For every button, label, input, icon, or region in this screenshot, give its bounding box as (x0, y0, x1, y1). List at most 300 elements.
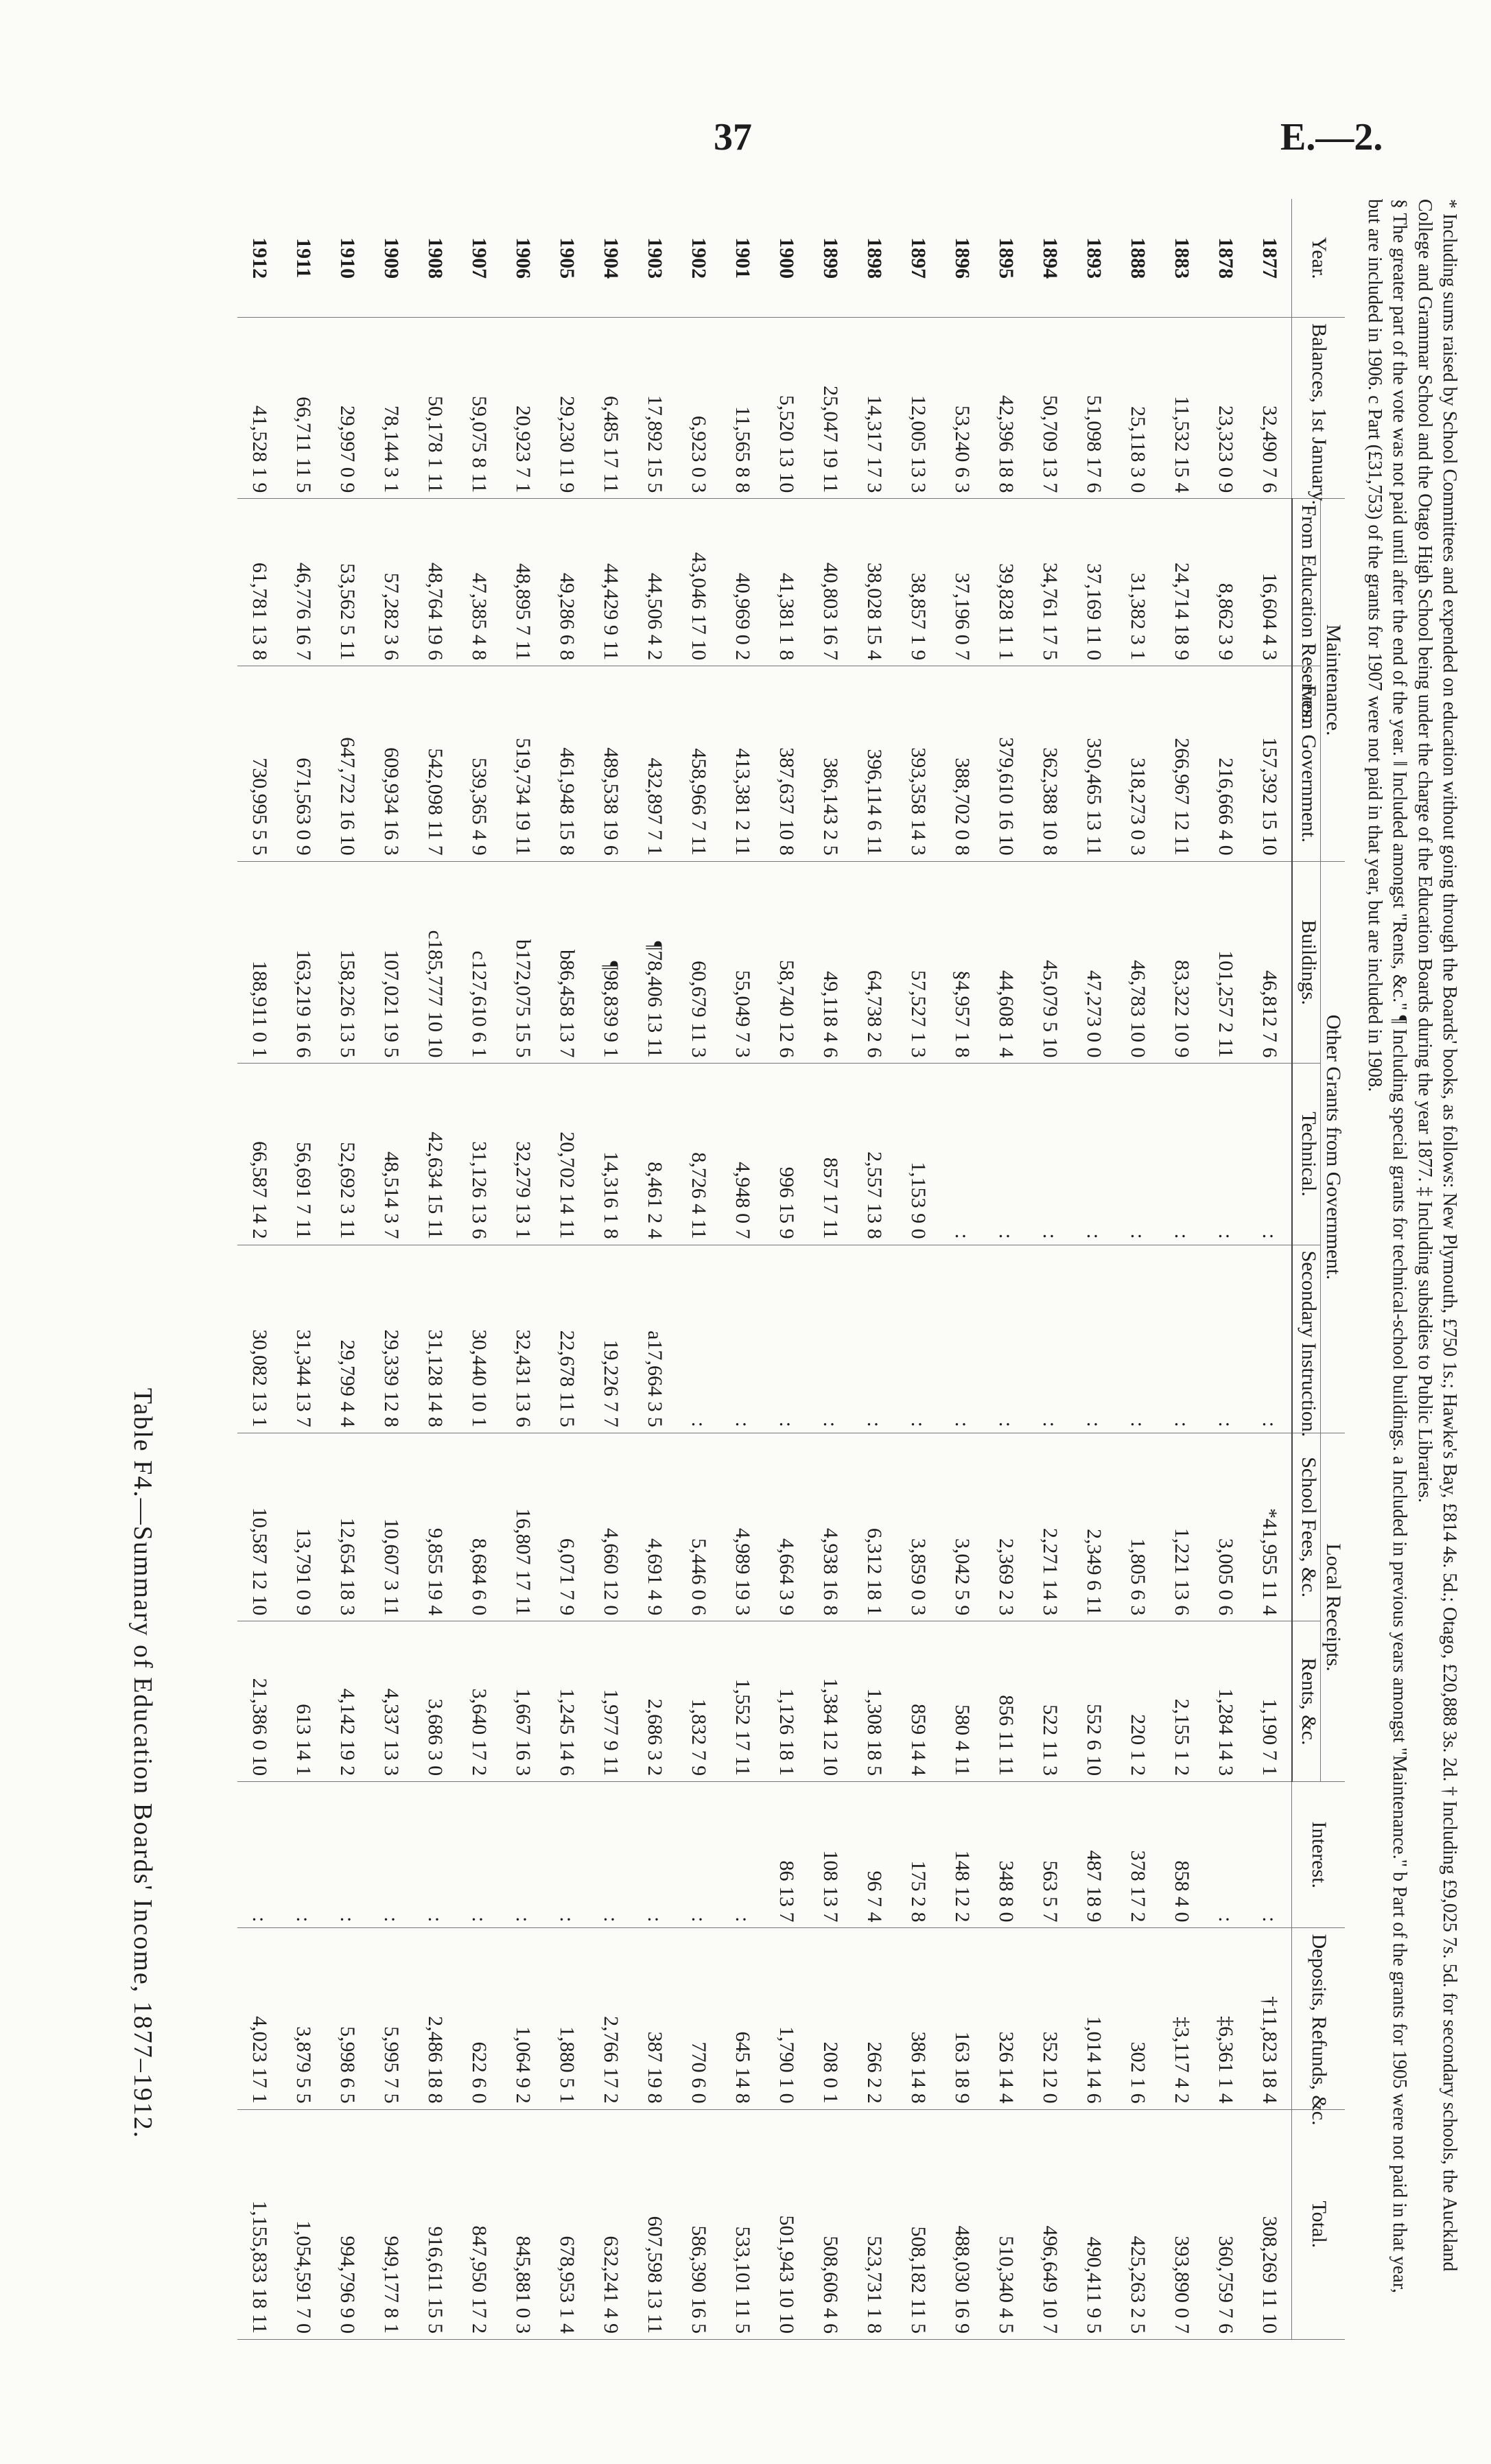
table-cell: b86,458 13 7 (545, 861, 589, 1064)
table-cell: 29,339 12 8 (369, 1245, 413, 1433)
table-cell: 61,781 13 8 (237, 499, 281, 666)
table-cell: 501,943 10 10 (764, 2109, 808, 2339)
income-table (237, 199, 1345, 2340)
table-cell: : (1160, 1245, 1204, 1433)
table-cell: 60,679 11 3 (677, 861, 720, 1064)
table-row (369, 199, 413, 2340)
table-cell: 387 19 8 (633, 1928, 677, 2109)
table-cell: : (457, 1782, 501, 1928)
table-cell: 510,340 4 5 (984, 2109, 1028, 2339)
table-cell: 25,118 3 0 (1116, 318, 1160, 499)
table-cell: 496,649 10 7 (1028, 2109, 1072, 2339)
table-cell: 32,490 7 6 (1247, 318, 1292, 499)
table-cell: 188,911 0 1 (237, 861, 281, 1064)
table-cell: §4,957 1 8 (940, 861, 984, 1064)
header-secondary: Secondary Instruction. (1292, 1245, 1321, 1433)
table-cell: 542,098 11 7 (413, 666, 457, 862)
table-cell: 4,142 19 2 (325, 1621, 369, 1782)
table-cell: 609,934 16 3 (369, 666, 413, 862)
table-cell: 43,046 17 10 (677, 499, 720, 666)
table-cell: 4,023 17 1 (237, 1928, 281, 2109)
group-maintenance: Maintenance. (1321, 499, 1345, 861)
header-school-fees: School Fees, &c. (1292, 1433, 1321, 1621)
table-cell: 586,390 16 5 (677, 2109, 720, 2339)
table-cell: : (1247, 1064, 1292, 1245)
table-cell: : (852, 1245, 896, 1433)
year-cell: 1898 (852, 199, 896, 318)
table-cell: c185,777 10 10 (413, 861, 457, 1064)
year-cell: 1901 (720, 199, 764, 318)
table-cell: 48,514 3 7 (369, 1064, 413, 1245)
table-cell: 4,938 16 8 (808, 1433, 852, 1621)
table-cell: 23,323 0 9 (1204, 318, 1247, 499)
table-cell: 59,075 8 11 (457, 318, 501, 499)
table-cell: 51,098 17 6 (1072, 318, 1116, 499)
table-row (281, 199, 325, 2340)
header-total: Total. (1292, 2109, 1345, 2339)
table-cell: 645 14 8 (720, 1928, 764, 2109)
table-cell: 16,604 4 3 (1247, 499, 1292, 666)
table-row (1247, 199, 1292, 2340)
table-cell: 32,279 13 1 (501, 1064, 545, 1245)
table-cell: *41,955 11 4 (1247, 1433, 1292, 1621)
year-cell: 1899 (808, 199, 852, 318)
table-cell: 48,764 19 6 (413, 499, 457, 666)
table-cell: 32,431 13 6 (501, 1245, 545, 1433)
table-cell: 40,969 0 2 (720, 499, 764, 666)
table-cell: 6,312 18 1 (852, 1433, 896, 1621)
table-cell: 220 1 2 (1116, 1621, 1160, 1782)
table-cell: 533,101 11 5 (720, 2109, 764, 2339)
table-cell: 856 11 11 (984, 1621, 1028, 1782)
table-cell: 48,895 7 11 (501, 499, 545, 666)
table-cell: 41,381 1 8 (764, 499, 808, 666)
rotated-table-page (48, 199, 1461, 2340)
table-cell: 16,807 17 11 (501, 1433, 545, 1621)
table-cell: 31,382 3 1 (1116, 499, 1160, 666)
table-cell: : (984, 1245, 1028, 1433)
table-cell: 360,759 7 6 (1204, 2109, 1247, 2339)
table-cell: : (720, 1245, 764, 1433)
year-cell: 1888 (1116, 199, 1160, 318)
table-cell: 386 14 8 (896, 1928, 940, 2109)
table-cell: 522 11 3 (1028, 1621, 1072, 1782)
table-cell: 5,446 0 6 (677, 1433, 720, 1621)
table-cell: : (1204, 1782, 1247, 1928)
table-cell: : (677, 1245, 720, 1433)
table-cell: 46,783 10 0 (1116, 861, 1160, 1064)
year-cell: 1910 (325, 199, 369, 318)
table-row (677, 199, 720, 2340)
table-cell: 10,587 12 10 (237, 1433, 281, 1621)
table-cell: : (1247, 1782, 1292, 1928)
header-interest: Interest. (1292, 1782, 1345, 1928)
year-cell: 1908 (413, 199, 457, 318)
table-cell: 2,486 18 8 (413, 1928, 457, 2109)
table-cell: : (1247, 1245, 1292, 1433)
table-cell: 4,337 13 3 (369, 1621, 413, 1782)
table-cell: 857 17 11 (808, 1064, 852, 1245)
table-row (940, 199, 984, 2340)
table-cell: 66,711 11 5 (281, 318, 325, 499)
table-cell: 770 6 0 (677, 1928, 720, 2109)
table-cell: 348 8 0 (984, 1782, 1028, 1928)
table-cell: 362,388 10 8 (1028, 666, 1072, 862)
table-row (633, 199, 677, 2340)
table-cell: 1,384 12 10 (808, 1621, 852, 1782)
table-row (457, 199, 501, 2340)
year-cell: 1905 (545, 199, 589, 318)
table-cell: 9,855 19 4 (413, 1433, 457, 1621)
table-cell: 386,143 2 5 (808, 666, 852, 862)
table-cell: 1,880 5 1 (545, 1928, 589, 2109)
table-cell: 8,726 4 11 (677, 1064, 720, 1245)
year-cell: 1907 (457, 199, 501, 318)
table-cell: 14,317 17 3 (852, 318, 896, 499)
table-cell: 3,879 5 5 (281, 1928, 325, 2109)
table-cell: 46,776 16 7 (281, 499, 325, 666)
table-cell: 175 2 8 (896, 1782, 940, 1928)
table-cell: : (1116, 1064, 1160, 1245)
table-cell: 3,042 5 9 (940, 1433, 984, 1621)
year-cell: 1895 (984, 199, 1028, 318)
table-cell: 563 5 7 (1028, 1782, 1072, 1928)
table-cell: : (1072, 1245, 1116, 1433)
table-cell: 56,691 7 11 (281, 1064, 325, 1245)
table-cell: 622 6 0 (457, 1928, 501, 2109)
table-cell: 490,411 9 5 (1072, 2109, 1116, 2339)
table-cell: : (589, 1782, 633, 1928)
table-cell: 1,064 9 2 (501, 1928, 545, 2109)
table-cell: 44,506 4 2 (633, 499, 677, 666)
table-cell: 20,923 7 1 (501, 318, 545, 499)
table-cell: 2,369 2 3 (984, 1433, 1028, 1621)
table-cell: 31,126 13 6 (457, 1064, 501, 1245)
table-cell: 50,709 13 7 (1028, 318, 1072, 499)
table-body (237, 199, 1292, 2340)
year-cell: 1894 (1028, 199, 1072, 318)
year-cell: 1904 (589, 199, 633, 318)
table-cell: 45,079 5 10 (1028, 861, 1072, 1064)
table-row (720, 199, 764, 2340)
table-cell: 31,344 13 7 (281, 1245, 325, 1433)
table-cell: 4,989 19 3 (720, 1433, 764, 1621)
table-cell: 57,527 1 3 (896, 861, 940, 1064)
year-cell: 1911 (281, 199, 325, 318)
group-other-grants: Other Grants from Government. (1321, 861, 1345, 1433)
table-cell: 22,678 11 5 (545, 1245, 589, 1433)
table-cell: 432,897 7 1 (633, 666, 677, 862)
page-code: E.—2. (1280, 116, 1383, 159)
table-row (984, 199, 1028, 2340)
table-cell: : (1204, 1245, 1247, 1433)
table-cell: †11,823 18 4 (1247, 1928, 1292, 2109)
table-cell: 37,196 0 7 (940, 499, 984, 666)
table-cell: 86 13 7 (764, 1782, 808, 1928)
table-cell: 5,995 7 5 (369, 1928, 413, 2109)
year-cell: 1906 (501, 199, 545, 318)
table-cell: 5,998 6 5 (325, 1928, 369, 2109)
table-cell: 163 18 9 (940, 1928, 984, 2109)
table-cell: 1,977 9 11 (589, 1621, 633, 1782)
table-cell: 34,761 17 5 (1028, 499, 1072, 666)
table-cell: 37,169 11 0 (1072, 499, 1116, 666)
table-cell: 302 1 6 (1116, 1928, 1160, 2109)
table-cell: 58,740 12 6 (764, 861, 808, 1064)
table-cell: 3,640 17 2 (457, 1621, 501, 1782)
table-cell: 158,226 13 5 (325, 861, 369, 1064)
table-cell: : (1072, 1064, 1116, 1245)
table-cell: : (677, 1782, 720, 1928)
header-rents: Rents, &c. (1292, 1621, 1321, 1782)
table-row (1204, 199, 1247, 2340)
table-cell: 539,365 4 9 (457, 666, 501, 862)
year-cell: 1896 (940, 199, 984, 318)
table-cell: 678,953 1 4 (545, 2109, 589, 2339)
table-cell: 47,273 0 0 (1072, 861, 1116, 1064)
table-cell: 20,702 14 11 (545, 1064, 589, 1245)
table-cell: 1,054,591 7 0 (281, 2109, 325, 2339)
table-row (1160, 199, 1204, 2340)
table-cell: 458,966 7 11 (677, 666, 720, 862)
table-cell: 83,322 10 9 (1160, 861, 1204, 1064)
table-cell: : (1204, 1064, 1247, 1245)
header-deposits: Deposits, Refunds, &c. (1292, 1928, 1345, 2109)
table-cell: 326 14 4 (984, 1928, 1028, 2109)
table-row (764, 199, 808, 2340)
table-cell: : (1028, 1064, 1072, 1245)
year-cell: 1912 (237, 199, 281, 318)
table-cell: ¶78,406 13 11 (633, 861, 677, 1064)
table-cell: 49,286 6 8 (545, 499, 589, 666)
table-row (1116, 199, 1160, 2340)
table-cell: c127,610 6 1 (457, 861, 501, 1064)
table-cell: 387,637 10 8 (764, 666, 808, 862)
table-cell: 379,610 16 10 (984, 666, 1028, 862)
table-cell: 46,812 7 6 (1247, 861, 1292, 1064)
table-cell: 378 17 2 (1116, 1782, 1160, 1928)
table-cell: 6,071 7 9 (545, 1433, 589, 1621)
table-cell: 647,722 16 10 (325, 666, 369, 862)
table-cell: 5,520 13 10 (764, 318, 808, 499)
footnotes (1352, 199, 1461, 2312)
table-cell: 2,766 17 2 (589, 1928, 633, 2109)
table-cell: 14,316 1 8 (589, 1064, 633, 1245)
table-cell: : (1028, 1245, 1072, 1433)
table-cell: 47,385 4 8 (457, 499, 501, 666)
table-cell: 13,791 0 9 (281, 1433, 325, 1621)
table-cell: 425,263 2 5 (1116, 2109, 1160, 2339)
table-cell: 308,269 11 10 (1247, 2109, 1292, 2339)
table-cell: ‡3,117 4 2 (1160, 1928, 1204, 2109)
table-cell: 393,358 14 3 (896, 666, 940, 862)
table-cell: 29,230 11 9 (545, 318, 589, 499)
table-cell: 148 12 2 (940, 1782, 984, 1928)
table-cell: 1,221 13 6 (1160, 1433, 1204, 1621)
table-cell: 488,030 16 9 (940, 2109, 984, 2339)
table-row (852, 199, 896, 2340)
table-cell: 508,182 11 5 (896, 2109, 940, 2339)
year-cell: 1909 (369, 199, 413, 318)
table-row (1028, 199, 1072, 2340)
table-cell: 42,396 18 8 (984, 318, 1028, 499)
table-cell: 50,178 1 11 (413, 318, 457, 499)
header-from-government: From Government. (1292, 666, 1321, 862)
table-cell: 12,005 13 3 (896, 318, 940, 499)
header-buildings: Buildings. (1292, 861, 1321, 1064)
table-cell: 10,607 3 11 (369, 1433, 413, 1621)
table-cell: 396,114 6 11 (852, 666, 896, 862)
table-cell: 388,702 0 8 (940, 666, 984, 862)
table-cell: 41,528 1 9 (237, 318, 281, 499)
table-cell: 2,271 14 3 (1028, 1433, 1072, 1621)
table-cell: 4,660 12 0 (589, 1433, 633, 1621)
table-cell: 1,190 7 1 (1247, 1621, 1292, 1782)
header-balances: Balances, 1st January. (1292, 318, 1345, 499)
table-cell: 55,049 7 3 (720, 861, 764, 1064)
table-cell: 49,118 4 6 (808, 861, 852, 1064)
table-cell: 1,284 14 3 (1204, 1621, 1247, 1782)
table-cell: 1,552 17 11 (720, 1621, 764, 1782)
table-cell: : (501, 1782, 545, 1928)
table-cell: 845,881 0 3 (501, 2109, 545, 2339)
table-cell: 39,828 11 1 (984, 499, 1028, 666)
table-cell: : (369, 1782, 413, 1928)
table-cell: 1,014 14 6 (1072, 1928, 1116, 2109)
table-cell: 30,440 10 1 (457, 1245, 501, 1433)
table-cell: 2,155 1 2 (1160, 1621, 1204, 1782)
table-cell: 8,684 6 0 (457, 1433, 501, 1621)
year-cell: 1903 (633, 199, 677, 318)
table-cell: : (325, 1782, 369, 1928)
table-cell: 318,273 0 3 (1116, 666, 1160, 862)
table-cell: 3,005 0 6 (1204, 1433, 1247, 1621)
year-cell: 1878 (1204, 199, 1247, 318)
table-cell: 11,532 15 4 (1160, 318, 1204, 499)
table-cell: 38,028 15 4 (852, 499, 896, 666)
table-cell: 29,799 4 4 (325, 1245, 369, 1433)
table-cell: 107,021 19 5 (369, 861, 413, 1064)
table-cell: 730,995 5 5 (237, 666, 281, 862)
table-cell: 21,386 0 10 (237, 1621, 281, 1782)
table-cell: 78,144 3 1 (369, 318, 413, 499)
table-cell: 632,241 4 9 (589, 2109, 633, 2339)
table-cell: : (940, 1064, 984, 1245)
table-cell: 40,803 16 7 (808, 499, 852, 666)
table-cell: 38,857 1 9 (896, 499, 940, 666)
table-cell: : (940, 1245, 984, 1433)
year-cell: 1902 (677, 199, 720, 318)
table-cell: 3,686 3 0 (413, 1621, 457, 1782)
table-cell: 44,608 1 4 (984, 861, 1028, 1064)
table-cell: 858 4 0 (1160, 1782, 1204, 1928)
table-cell: 53,562 5 11 (325, 499, 369, 666)
table-cell: 208 0 1 (808, 1928, 852, 2109)
table-row (237, 199, 281, 2340)
year-cell: 1900 (764, 199, 808, 318)
table-cell: 4,948 0 7 (720, 1064, 764, 1245)
table-cell: 350,465 13 11 (1072, 666, 1116, 862)
table-cell: 216,666 4 0 (1204, 666, 1247, 862)
table-wrap (178, 199, 1345, 2340)
year-cell: 1897 (896, 199, 940, 318)
table-title: Table F4.—Summary of Education Boards' Income, 1877–1912. (128, 1387, 157, 2139)
page-number: 37 (714, 116, 752, 159)
table-cell: 44,429 9 11 (589, 499, 633, 666)
table-cell: 4,691 4 9 (633, 1433, 677, 1621)
table-row (501, 199, 545, 2340)
table-cell: 1,155,833 18 11 (237, 2109, 281, 2339)
table-cell: ‡6,361 1 4 (1204, 1928, 1247, 2109)
table-cell: 266,967 12 11 (1160, 666, 1204, 862)
group-local-receipts: Local Receipts. (1321, 1433, 1345, 1782)
table-cell: : (764, 1245, 808, 1433)
table-cell: 671,563 0 9 (281, 666, 325, 862)
table-cell: 30,082 13 1 (237, 1245, 281, 1433)
table-cell: 108 13 7 (808, 1782, 852, 1928)
year-cell: 1883 (1160, 199, 1204, 318)
table-row (589, 199, 633, 2340)
table-cell: 1,308 18 5 (852, 1621, 896, 1782)
table-cell: 508,606 4 6 (808, 2109, 852, 2339)
table-cell: 24,714 18 9 (1160, 499, 1204, 666)
table-cell: 57,282 3 6 (369, 499, 413, 666)
table-cell: : (808, 1245, 852, 1433)
table-cell: 413,381 2 11 (720, 666, 764, 862)
year-cell: 1893 (1072, 199, 1116, 318)
table-cell: 1,790 1 0 (764, 1928, 808, 2109)
table-cell: ¶98,839 9 1 (589, 861, 633, 1064)
table-cell: 2,349 6 11 (1072, 1433, 1116, 1621)
table-cell: 1,153 9 0 (896, 1064, 940, 1245)
footnote-1: * Including sums raised by School Committees and expended on education without going through the Boards' books, as follows: New Plymouth, £750 1s.; Hawke's Bay, £814 4s. 5d.; Otago, £20,888 3s. 2d. † Including £9,025 7s. 5d. for secondary schools, the Auckland College and Grammar School and the Otago High School being under the charge of the Education Boards during the year 1877. ‡ Including subsidies to Public Libraries. (1413, 199, 1460, 2272)
table-cell: 25,047 19 11 (808, 318, 852, 499)
table-cell: 489,538 19 6 (589, 666, 633, 862)
table-cell: 17,892 15 5 (633, 318, 677, 499)
table-cell: 96 7 4 (852, 1782, 896, 1928)
table-cell: 1,667 16 3 (501, 1621, 545, 1782)
table-cell: 352 12 0 (1028, 1928, 1072, 2109)
table-cell: : (1160, 1064, 1204, 1245)
table-cell: 53,240 6 3 (940, 318, 984, 499)
table-cell: 519,734 19 11 (501, 666, 545, 862)
table-cell: 461,948 15 8 (545, 666, 589, 862)
table-cell: : (896, 1245, 940, 1433)
table-cell: 19,226 7 7 (589, 1245, 633, 1433)
table-cell: 64,738 2 6 (852, 861, 896, 1064)
table-row (1072, 199, 1116, 2340)
table-row (413, 199, 457, 2340)
table-cell: 916,611 15 5 (413, 2109, 457, 2339)
table-cell: 42,634 15 11 (413, 1064, 457, 1245)
table-cell: 266 2 2 (852, 1928, 896, 2109)
table-cell: : (1116, 1245, 1160, 1433)
table-cell: 393,890 0 7 (1160, 2109, 1204, 2339)
table-cell: 31,128 14 8 (413, 1245, 457, 1433)
table-cell: 1,245 14 6 (545, 1621, 589, 1782)
table-cell: 580 4 11 (940, 1621, 984, 1782)
table-cell: 8,461 2 4 (633, 1064, 677, 1245)
table-cell: : (237, 1782, 281, 1928)
table-cell: 66,587 14 2 (237, 1064, 281, 1245)
table-cell: 1,805 6 3 (1116, 1433, 1160, 1621)
table-cell: 847,950 17 2 (457, 2109, 501, 2339)
table-row (325, 199, 369, 2340)
header-from-reserves: From Education Reserves. (1292, 499, 1321, 666)
table-cell: 52,692 3 11 (325, 1064, 369, 1245)
table-cell: 3,859 0 3 (896, 1433, 940, 1621)
table-row (896, 199, 940, 2340)
